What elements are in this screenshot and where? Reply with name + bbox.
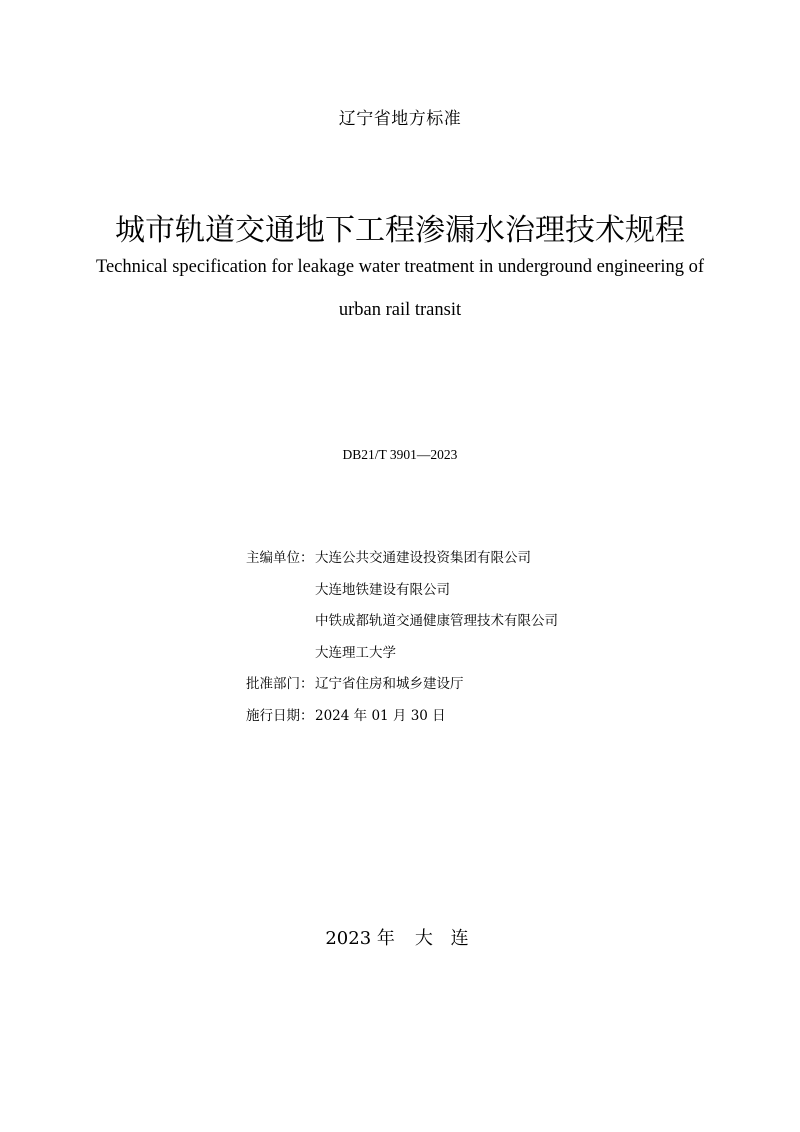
editor-name: 大连理工大学 bbox=[315, 644, 396, 661]
standard-number: DB21/T 3901—2023 bbox=[342, 447, 458, 462]
footer-city: 大 连 bbox=[414, 928, 475, 949]
editor-name: 大连公共交通建设投资集团有限公司 bbox=[315, 550, 531, 566]
approver-name: 辽宁省住房和城乡建设厅 bbox=[315, 676, 464, 692]
info-row-effective-date bbox=[246, 701, 746, 733]
title-chinese: 城市轨道交通地下工程渗漏水治理技术规程 bbox=[115, 213, 685, 248]
info-row-editor-4 bbox=[246, 638, 746, 670]
editor-name: 中铁成都轨道交通健康管理技术有限公司 bbox=[315, 613, 558, 629]
approver-label: 批准部门： bbox=[246, 676, 314, 692]
info-row-editor-1 bbox=[246, 543, 746, 575]
info-row-editor-3 bbox=[246, 606, 746, 638]
title-english-line-2: urban rail transit bbox=[338, 300, 462, 320]
editor-name: 大连地铁建设有限公司 bbox=[315, 581, 450, 598]
footer-year: 2023 年 bbox=[325, 928, 395, 949]
footer-year-city bbox=[0, 924, 800, 950]
title-english-line-1: Technical specification for leakage water treatment in underground engineering of bbox=[95, 257, 705, 277]
effective-date-label: 施行日期： bbox=[246, 707, 314, 724]
effective-date: 2024 年 01 月 30 日 bbox=[315, 707, 446, 724]
info-block bbox=[246, 543, 746, 732]
editor-label: 主编单位： bbox=[246, 550, 314, 566]
standard-type-heading: 辽宁省地方标准 bbox=[338, 109, 462, 129]
info-row-approver bbox=[246, 669, 746, 701]
info-row-editor-2 bbox=[246, 575, 746, 607]
